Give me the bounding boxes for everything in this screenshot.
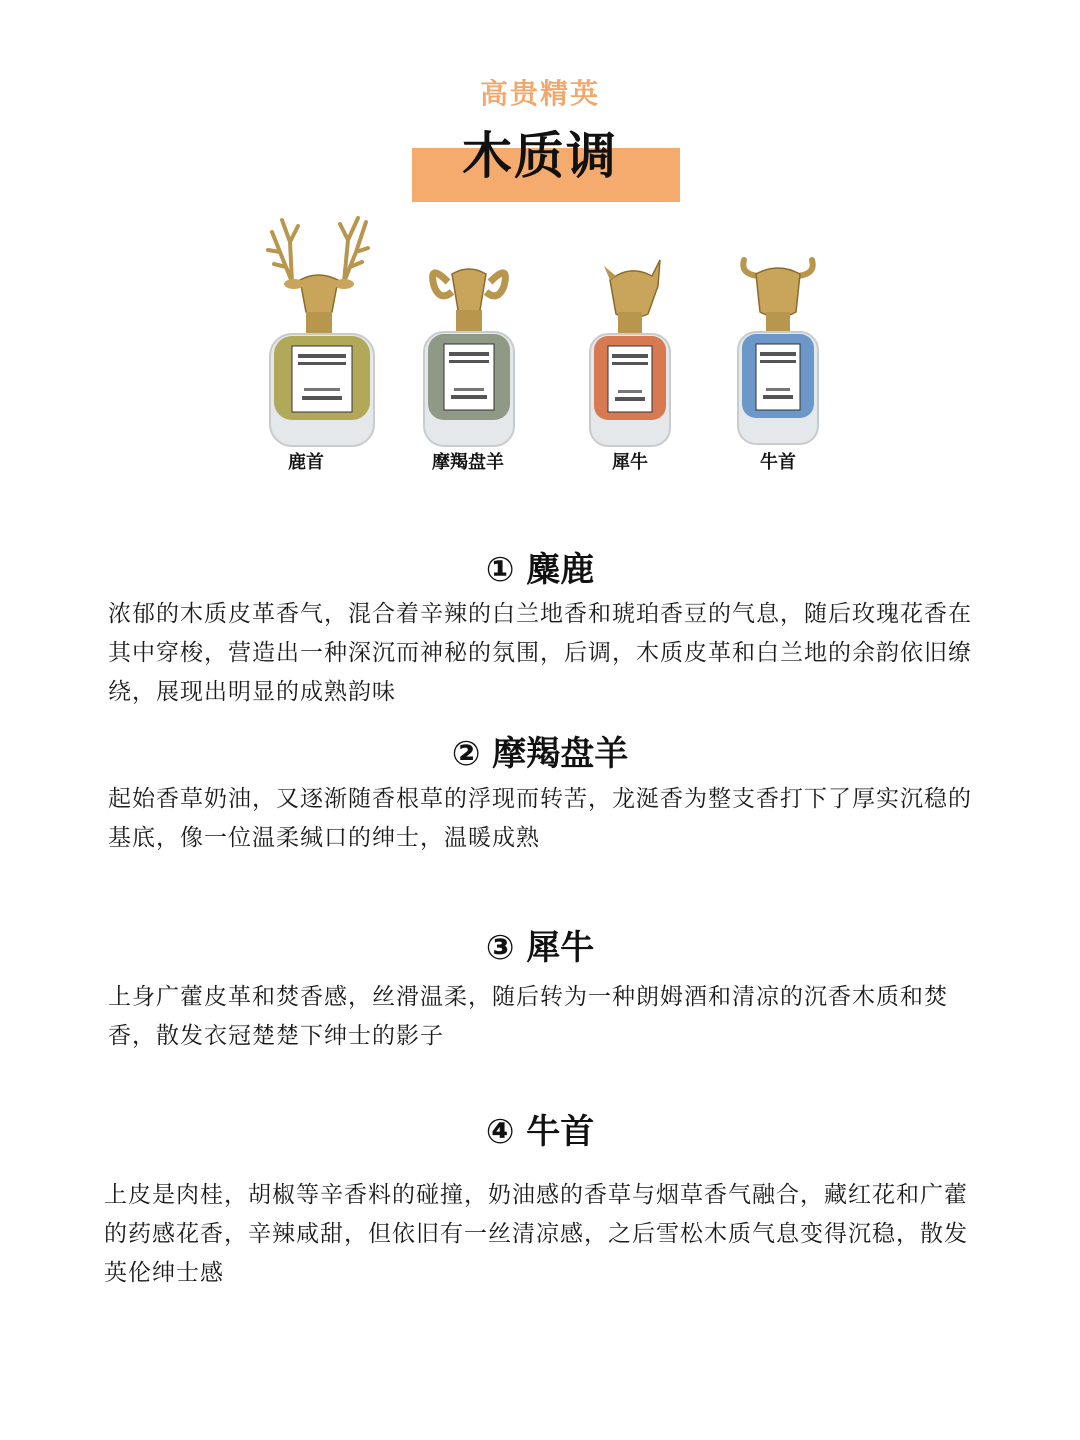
- section-heading-2: ② 摩羯盘羊: [451, 734, 629, 774]
- bull-head-bottle-icon: [730, 256, 850, 450]
- section-heading-1: ① 麋鹿: [485, 550, 595, 590]
- section-heading-3: ③ 犀牛: [485, 928, 595, 968]
- section-body-3: 上身广藿皮革和焚香感，丝滑温柔，随后转为一种朗姆酒和清凉的沉香木质和焚香，散发衣冠楚楚下绅士的影子: [108, 984, 948, 1049]
- bottle-label-rhino: 犀牛: [612, 452, 648, 473]
- ram-head-bottle-icon: [414, 252, 534, 452]
- bottle-label-bull: 牛首: [760, 452, 796, 473]
- rhino-head-bottle-icon: [580, 256, 700, 452]
- section-heading-4: ④ 牛首: [485, 1112, 595, 1152]
- section-body-2: 起始香草奶油，又逐渐随香根草的浮现而转苦，龙涎香为整支香打下了厚实沉稳的基底，像一位温柔缄口的绅士，温暖成熟: [108, 786, 972, 851]
- bottle-label-stag: 鹿首: [288, 452, 324, 473]
- section-body-1: 浓郁的木质皮革香气，混合着辛辣的白兰地香和琥珀香豆的气息，随后玫瑰花香在其中穿梭，营造出一种深沉而神秘的氛围，后调，木质皮革和白兰地的余韵依旧缭绕，展现出明显的成熟韵味: [108, 601, 972, 705]
- title-block: [0, 112, 1080, 212]
- page-title: 木质调: [462, 127, 618, 185]
- header-subtitle: 高贵精英: [479, 77, 600, 110]
- section-body-4: 上皮是肉桂，胡椒等辛香料的碰撞，奶油感的香草与烟草香气融合，藏红花和广藿的药感花香，辛辣咸甜，但依旧有一丝清凉感，之后雪松木质气息变得沉稳，散发英伦绅士感: [104, 1182, 968, 1286]
- bottle-label-ram: 摩羯盘羊: [432, 452, 504, 473]
- stag-head-bottle-icon: [262, 212, 382, 452]
